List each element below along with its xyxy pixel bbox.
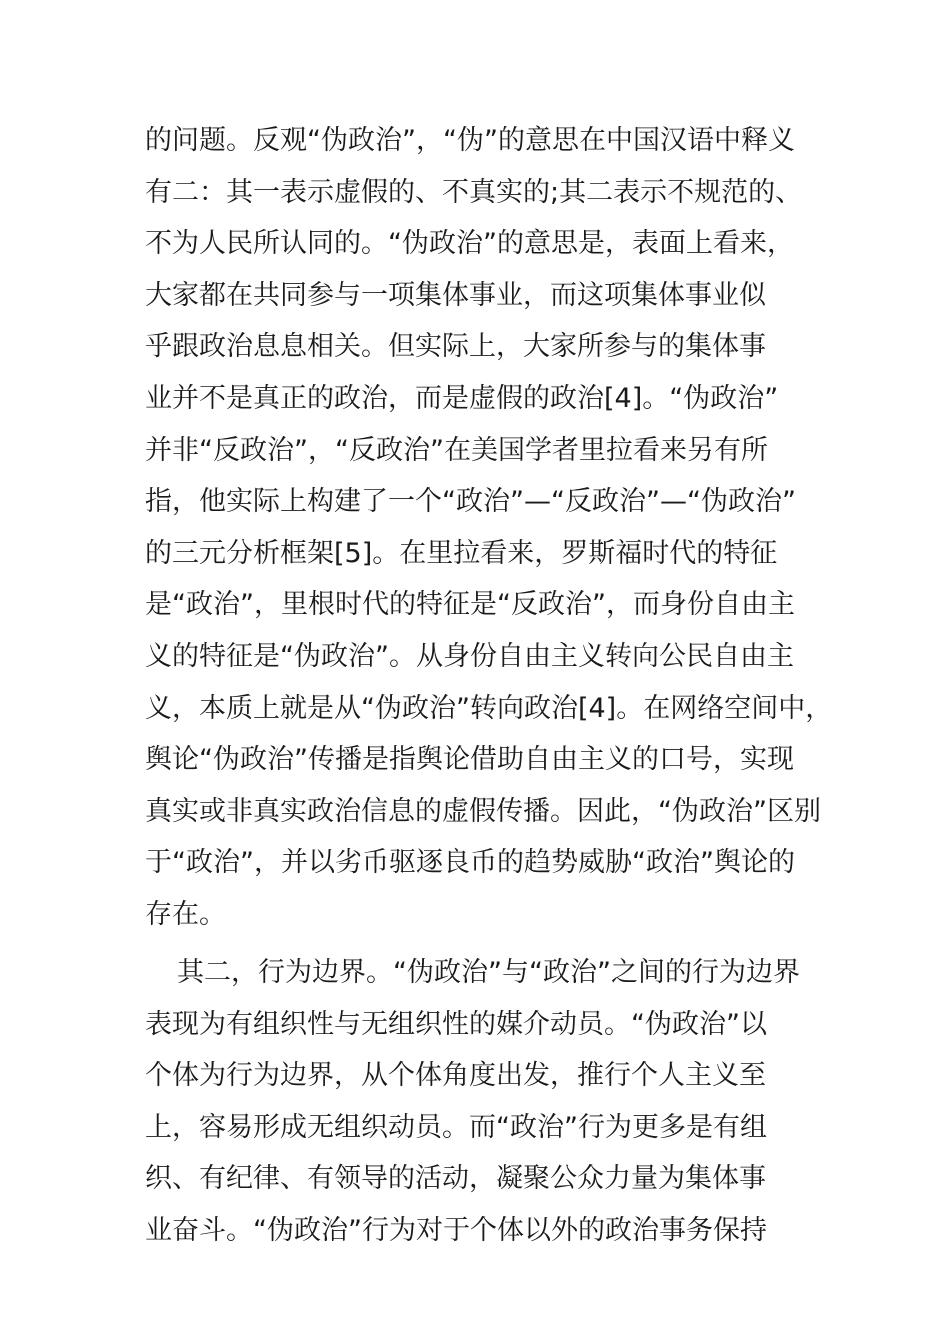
paragraph-2-line: 个体为行为边界，从个体角度出发，推行个人主义至	[145, 1060, 766, 1092]
paragraph-1-line: 指，他实际上构建了一个“政治”—“反政治”—“伪政治”	[145, 486, 796, 518]
paragraph-2-line: 上，容易形成无组织动员。而“政治”行为更多是有组	[145, 1111, 767, 1143]
paragraph-1-line: 义，本质上就是从“伪政治”转向政治[4]。在网络空间中，	[145, 692, 833, 724]
paragraph-1-line: 有二：其一表示虚假的、不真实的;其二表示不规范的、	[145, 176, 803, 208]
paragraph-1-line: 舆论“伪政治”传播是指舆论借助自由主义的口号，实现	[145, 744, 794, 776]
paragraph-1-line: 于“政治”，并以劣币驱逐良币的趋势威胁“政治”舆论的	[145, 847, 795, 879]
paragraph-2-line: 织、有纪律、有领导的活动，凝聚公众力量为集体事	[145, 1163, 766, 1195]
paragraph-2-line: 业奋斗。“伪政治”行为对于个体以外的政治事务保持	[145, 1214, 767, 1246]
paragraph-1-line: 并非“反政治”，“反政治”在美国学者里拉看来另有所	[145, 434, 768, 466]
paragraph-2-line: 其二，行为边界。“伪政治”与“政治”之间的行为边界	[177, 957, 800, 988]
paragraph-1	[145, 115, 845, 941]
paragraph-1-line: 乎跟政治息息相关。但实际上，大家所参与的集体事	[145, 331, 766, 363]
paragraph-1-line: 大家都在共同参与一项集体事业，而这项集体事业似	[145, 279, 766, 311]
paragraph-2	[145, 947, 845, 1257]
paragraph-1-line: 不为人民所认同的。“伪政治”的意思是，表面上看来，	[145, 228, 794, 260]
paragraph-1-line: 的三元分析框架[5]。在里拉看来，罗斯福时代的特征	[145, 537, 778, 569]
paragraph-1-line: 的问题。反观“伪政治”，“伪”的意思在中国汉语中释义	[145, 125, 795, 156]
paragraph-1-line: 业并不是真正的政治，而是虚假的政治[4]。“伪政治”	[145, 382, 779, 414]
paragraph-2-line: 表现为有组织性与无组织性的媒介动员。“伪政治”以	[145, 1008, 767, 1040]
paragraph-1-line: 是“政治”，里根时代的特征是“反政治”，而身份自由主	[145, 589, 795, 621]
paragraph-1-line: 真实或非真实政治信息的虚假传播。因此，“伪政治”区别	[145, 795, 821, 827]
paragraph-1-line: 存在。	[145, 898, 226, 930]
paragraph-1-line: 义的特征是“伪政治”。从身份自由主义转向公民自由主	[145, 640, 794, 672]
